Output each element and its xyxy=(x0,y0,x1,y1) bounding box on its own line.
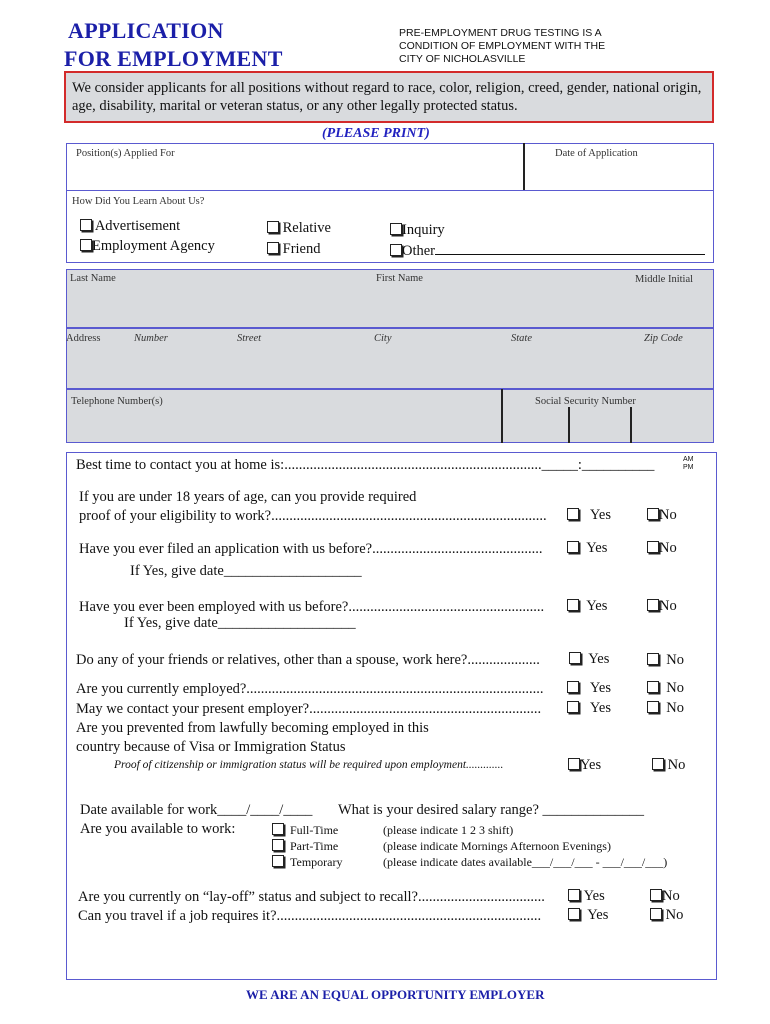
yes-label: Yes xyxy=(589,700,611,716)
drug-testing-notice xyxy=(399,27,605,66)
position-input[interactable] xyxy=(76,162,516,186)
checkbox[interactable] xyxy=(647,681,659,693)
checkbox[interactable] xyxy=(567,599,579,611)
learn-label: How Did You Learn About Us? xyxy=(72,196,205,207)
option-label: Part-Time xyxy=(290,839,339,853)
part-time-option[interactable] xyxy=(272,838,342,854)
opt-other[interactable] xyxy=(390,242,705,261)
contact-employer-yes[interactable] xyxy=(567,700,611,717)
opt-employment-agency[interactable] xyxy=(80,237,215,256)
no-label: No xyxy=(659,598,677,614)
prevented-yes[interactable] xyxy=(568,757,601,774)
number-label: Number xyxy=(134,333,168,344)
checkbox[interactable] xyxy=(647,541,659,553)
no-label: No xyxy=(667,757,686,773)
checkbox[interactable] xyxy=(650,908,662,920)
first-name-label: First Name xyxy=(376,273,423,284)
contact-employer-question: May we contact your present employer?................................................................ xyxy=(76,701,542,717)
equal-opportunity-footer: WE ARE AN EQUAL OPPORTUNITY EMPLOYER xyxy=(246,987,545,1002)
employed-before-yes[interactable] xyxy=(567,598,607,615)
friends-question: Do any of your friends or relatives, other than a spouse, work here?.................... xyxy=(76,652,540,668)
layoff-no[interactable] xyxy=(650,888,680,905)
checkbox[interactable] xyxy=(647,653,659,665)
under18-yes[interactable] xyxy=(567,507,611,524)
date-application-label: Date of Application xyxy=(555,148,638,159)
currently-employed-no[interactable] xyxy=(647,680,684,697)
position-label: Position(s) Applied For xyxy=(76,148,175,159)
friends-yes[interactable] xyxy=(569,651,609,668)
layoff-question: Are you currently on “lay-off” status and subject to recall?................................... xyxy=(78,889,545,905)
opt-relative[interactable] xyxy=(267,219,331,238)
title-line-2: FOR EMPLOYMENT xyxy=(64,46,283,71)
divider xyxy=(67,388,713,390)
checkbox[interactable] xyxy=(390,223,402,235)
opt-inquiry[interactable] xyxy=(390,221,445,240)
checkbox[interactable] xyxy=(567,681,579,693)
currently-employed-question: Are you currently employed?.................................................................................. xyxy=(76,681,544,697)
divider xyxy=(523,143,525,190)
street-label: Street xyxy=(237,333,262,344)
telephone-input[interactable] xyxy=(70,410,495,440)
name-input[interactable] xyxy=(70,290,710,324)
opt-label: Employment Agency xyxy=(92,238,215,254)
full-time-option[interactable] xyxy=(272,822,342,838)
notice-line-1: PRE-EMPLOYMENT DRUG TESTING IS A xyxy=(399,27,602,39)
question-text: If you are under 18 years of age, can you provide required xyxy=(79,489,417,505)
checkbox[interactable] xyxy=(80,239,92,251)
date-application-input[interactable] xyxy=(530,162,705,186)
checkbox[interactable] xyxy=(272,823,284,835)
yes-label: Yes xyxy=(589,680,611,696)
employed-before-question: Have you ever been employed with us before?...................................................... xyxy=(79,599,545,615)
telephone-label: Telephone Number(s) xyxy=(71,396,163,407)
travel-no[interactable] xyxy=(650,907,683,924)
temporary-option[interactable] xyxy=(272,854,342,870)
filed-before-question: Have you ever filed an application with us before?............................................... xyxy=(79,541,543,557)
state-label: State xyxy=(511,333,532,344)
ssn-label: Social Security Number xyxy=(535,396,636,407)
question-text: Are you prevented from lawfully becoming employed in this xyxy=(76,720,429,736)
checkbox[interactable] xyxy=(267,242,279,254)
notice-line-3: CITY OF NICHOLASVILLE xyxy=(399,53,526,65)
checkbox[interactable] xyxy=(647,599,659,611)
checkbox[interactable] xyxy=(272,855,284,867)
no-label: No xyxy=(659,507,677,523)
no-label: No xyxy=(665,907,684,923)
divider xyxy=(501,389,503,443)
availability-options xyxy=(272,822,342,870)
checkbox[interactable] xyxy=(272,839,284,851)
divider xyxy=(67,327,713,329)
checkbox[interactable] xyxy=(569,652,581,664)
checkbox[interactable] xyxy=(647,508,659,520)
yes-label: Yes xyxy=(588,651,610,667)
filed-before-no[interactable] xyxy=(647,540,677,557)
title-line-1: APPLICATION xyxy=(68,18,224,43)
option-label: Full-Time xyxy=(290,823,339,837)
checkbox[interactable] xyxy=(568,908,580,920)
checkbox[interactable] xyxy=(267,221,279,233)
no-label: No xyxy=(666,700,684,716)
checkbox[interactable] xyxy=(650,889,662,901)
checkbox[interactable] xyxy=(568,889,580,901)
filed-date[interactable]: If Yes, give date___________________ xyxy=(130,563,362,579)
ssn-input[interactable] xyxy=(506,410,710,440)
yes-label: Yes xyxy=(587,907,609,923)
address-label: Address xyxy=(66,333,101,344)
eeo-statement: We consider applicants for all positions without regard to race, color, religion, creed, gender, national origin, age, disability, marital or veteran status, or any other legally protected status. xyxy=(72,80,702,114)
currently-employed-yes[interactable] xyxy=(567,680,611,697)
checkbox[interactable] xyxy=(652,758,664,770)
travel-yes[interactable] xyxy=(568,907,608,924)
checkbox[interactable] xyxy=(567,508,579,520)
temporary-note[interactable]: (please indicate dates available___/___/___ - ___/___/___) xyxy=(383,855,668,869)
no-label: No xyxy=(662,888,680,904)
part-time-note: (please indicate Mornings Afternoon Evenings) xyxy=(383,839,611,853)
opt-label: Inquiry xyxy=(402,222,445,238)
checkbox[interactable] xyxy=(390,244,402,256)
am-label[interactable]: AM xyxy=(683,456,694,463)
salary-range[interactable]: What is your desired salary range? ______________ xyxy=(338,802,645,818)
best-time-question: Best time to contact you at home is:......................................................................._____:__________ xyxy=(76,457,655,473)
middle-initial-label: Middle Initial xyxy=(635,274,694,285)
checkbox[interactable] xyxy=(647,701,659,713)
please-print: (PLEASE PRINT) xyxy=(322,126,430,141)
opt-advertisement[interactable] xyxy=(80,217,180,236)
prevented-question xyxy=(76,719,429,757)
layoff-yes[interactable] xyxy=(568,888,605,905)
address-input[interactable] xyxy=(70,350,710,384)
proof-note: Proof of citizenship or immigration status will be required upon employment............. xyxy=(114,759,504,771)
am-pm xyxy=(683,456,694,472)
opt-friend[interactable] xyxy=(267,240,320,259)
opt-label: Friend xyxy=(282,241,321,257)
checkbox[interactable] xyxy=(567,701,579,713)
eeo-statement-box xyxy=(64,71,714,123)
yes-label: Yes xyxy=(586,598,608,614)
opt-label: Other xyxy=(402,243,436,259)
checkbox[interactable] xyxy=(80,219,92,231)
available-to-work-label: Are you available to work: xyxy=(80,821,236,837)
prevented-no[interactable] xyxy=(652,757,685,774)
zip-label: Zip Code xyxy=(644,333,683,344)
yes-label: Yes xyxy=(589,507,611,523)
date-available[interactable]: Date available for work____/____/____ xyxy=(80,802,313,818)
no-label: No xyxy=(659,540,677,556)
availability-notes xyxy=(383,822,667,870)
friends-no[interactable] xyxy=(647,652,684,669)
employed-before-no[interactable] xyxy=(647,598,677,615)
yes-label: Yes xyxy=(583,888,605,904)
contact-employer-no[interactable] xyxy=(647,700,684,717)
filed-before-yes[interactable] xyxy=(567,540,607,557)
notice-line-2: CONDITION OF EMPLOYMENT WITH THE xyxy=(399,40,606,52)
pm-label[interactable]: PM xyxy=(683,464,694,471)
no-label: No xyxy=(666,652,684,668)
checkbox[interactable] xyxy=(568,758,580,770)
yes-label: Yes xyxy=(586,540,608,556)
city-label: City xyxy=(374,333,392,344)
no-label: No xyxy=(666,680,684,696)
under18-question xyxy=(79,488,547,526)
checkbox[interactable] xyxy=(567,541,579,553)
divider xyxy=(67,190,713,191)
yes-label: Yes xyxy=(580,757,602,773)
question-text: proof of your eligibility to work?............................................................................ xyxy=(79,508,547,524)
opt-label: Advertisement xyxy=(94,218,181,234)
other-input[interactable] xyxy=(435,254,705,255)
travel-question: Can you travel if a job requires it?......................................................................... xyxy=(78,908,542,924)
employed-date[interactable]: If Yes, give date___________________ xyxy=(124,615,356,631)
option-label: Temporary xyxy=(290,855,343,869)
under18-no[interactable] xyxy=(647,507,677,524)
last-name-label: Last Name xyxy=(70,273,116,284)
opt-label: Relative xyxy=(282,220,331,236)
full-time-note: (please indicate 1 2 3 shift) xyxy=(383,823,514,837)
question-text: country because of Visa or Immigration Status xyxy=(76,739,346,755)
